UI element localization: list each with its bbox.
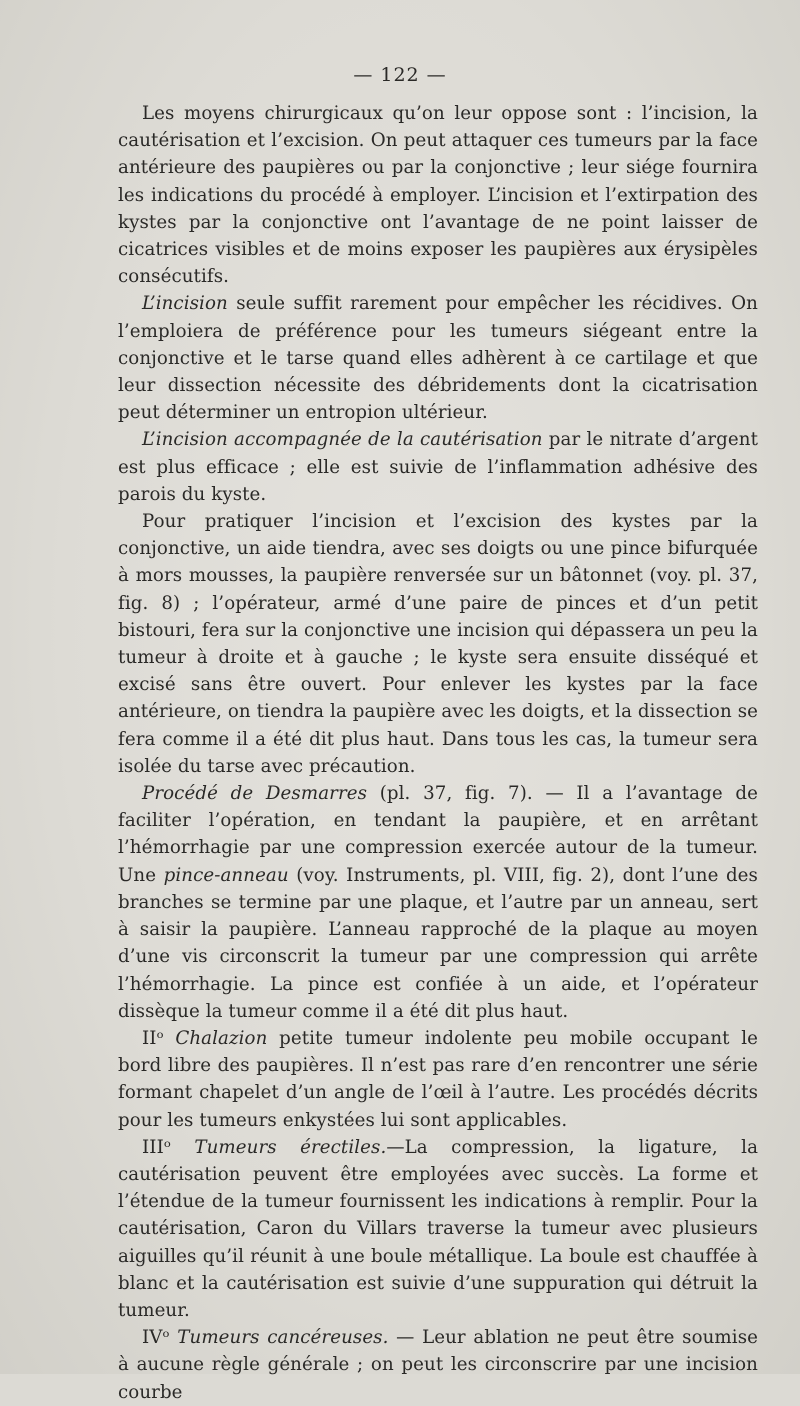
paragraph-text: (pl. 37, fig. 7). — Il a l’avantage de faciliter l’opération, en tendant la paupière, et en arrêtant l’hémorrhagie par une compression exercée autour de la tumeur. Une: [118, 783, 758, 886]
paragraph-text: petite tumeur indolente peu mobile occupant le bord libre des paupières. Il n’est pas rare d’en rencontrer une série formant chapelet d’un angle de l’œil à l’autre. Les procédés décrits pour les tumeurs enkystées lui sont applicables.: [118, 1027, 758, 1131]
paragraph-incision-cauterization: [118, 426, 758, 508]
paragraph-lead-2: pince-anneau: [163, 864, 289, 886]
paragraph-text-2: (voy. Instruments, pl. VIII, fig. 2), dont l’une des branches se termine par une plaque, et l’autre par un anneau, sert à saisir la paupière. L’anneau rapproché de la plaque au moyen d’une vis circonscrit la tumeur par une compression qui arrête l’hémorrhagie. La pince est confiée à un aide, et l’opérateur dissèque la tumeur comme il a été dit plus haut.: [118, 864, 758, 1022]
paragraph-text: —La compression, la ligature, la cautérisation peuvent être employées avec succès. La forme et l’étendue de la tumeur fournissent les indications à remplir. Pour la cautérisation, Caron du Villars traverse la tumeur avec plusieurs aiguilles qu’il réunit à une boule métallique. La boule est chauffée à blanc et la cautérisation est suivie d’une suppuration qui détruit la tumeur.: [118, 1136, 759, 1321]
paragraph-text: par le nitrate d’argent est plus efficace ; elle est suivie de l’inflammation adhésive des parois du kyste.: [118, 429, 758, 505]
paragraph-surgical-means: [118, 100, 758, 290]
paragraph-text: Pour pratiquer l’incision et l’excision des kystes par la conjonctive, un aide tiendra, avec ses doigts ou une pince bifurquée à mors mousses, la paupière renversée sur un bâtonnet (voy. pl. 37, fig. 8) ; l’opérateur, armé d’une paire de pinces et d’un petit bistouri, fera sur la conjonctive une incision qui dépassera un peu la tumeur à droite et à gauche ; le kyste sera ensuite disséqué et excisé sans être ouvert. Pour enlever les kystes par la face antérieure, on tiendra la paupière avec les doigts, et la dissection se fera comme il a été dit plus haut. Dans tous les cas, la tumeur sera isolée du tarse avec précaution.: [118, 511, 758, 777]
paragraph-text: — Leur ablation ne peut être soumise à aucune règle générale ; on peut les circonscrire par une incision courbe: [118, 1327, 758, 1403]
section-number: IIᵒ: [142, 1027, 176, 1049]
paragraph-cancerous-tumors: [118, 1324, 758, 1406]
section-number: IVᵒ: [142, 1327, 178, 1349]
paragraph-erectile-tumors: [118, 1134, 758, 1324]
paragraph-incision: [118, 290, 758, 426]
paragraph-lead: Chalazion: [175, 1027, 268, 1049]
paragraph-text: Les moyens chirurgicaux qu’on leur oppose sont : l’incision, la cautérisation et l’excision. On peut attaquer ces tumeurs par la face antérieure des paupières ou par la conjonctive ; leur siége fournira les indications du procédé à employer. L’incision et l’extirpation des kystes par la conjonctive ont l’avantage de ne point laisser de cicatrices visibles et de moins exposer les paupières aux érysipèles consécutifs.: [118, 103, 758, 288]
paragraph-lead: L’incision: [142, 293, 228, 315]
paragraph-desmarres: [118, 780, 758, 1025]
paragraph-lead: Tumeurs cancéreuses.: [177, 1327, 389, 1349]
paragraph-lead: Procédé de Desmarres: [142, 783, 368, 805]
page-number: — 122 —: [353, 64, 447, 86]
paragraph-practice: [118, 508, 758, 780]
paragraph-lead: L’incision accompagnée de la cautérisation: [142, 429, 543, 451]
paragraph-chalazion: [118, 1025, 758, 1134]
body-text: [118, 100, 758, 1406]
paragraph-text: seule suffit rarement pour empêcher les récidives. On l’emploiera de préférence pour les tumeurs siégeant entre la conjonctive et le tarse quand elles adhèrent à ce cartilage et que leur dissection nécessite des débridements dont la cicatrisation peut déterminer un entropion ultérieur.: [118, 293, 758, 424]
section-number: IIIᵒ: [142, 1136, 195, 1158]
paragraph-lead: Tumeurs érectiles.: [194, 1136, 387, 1158]
